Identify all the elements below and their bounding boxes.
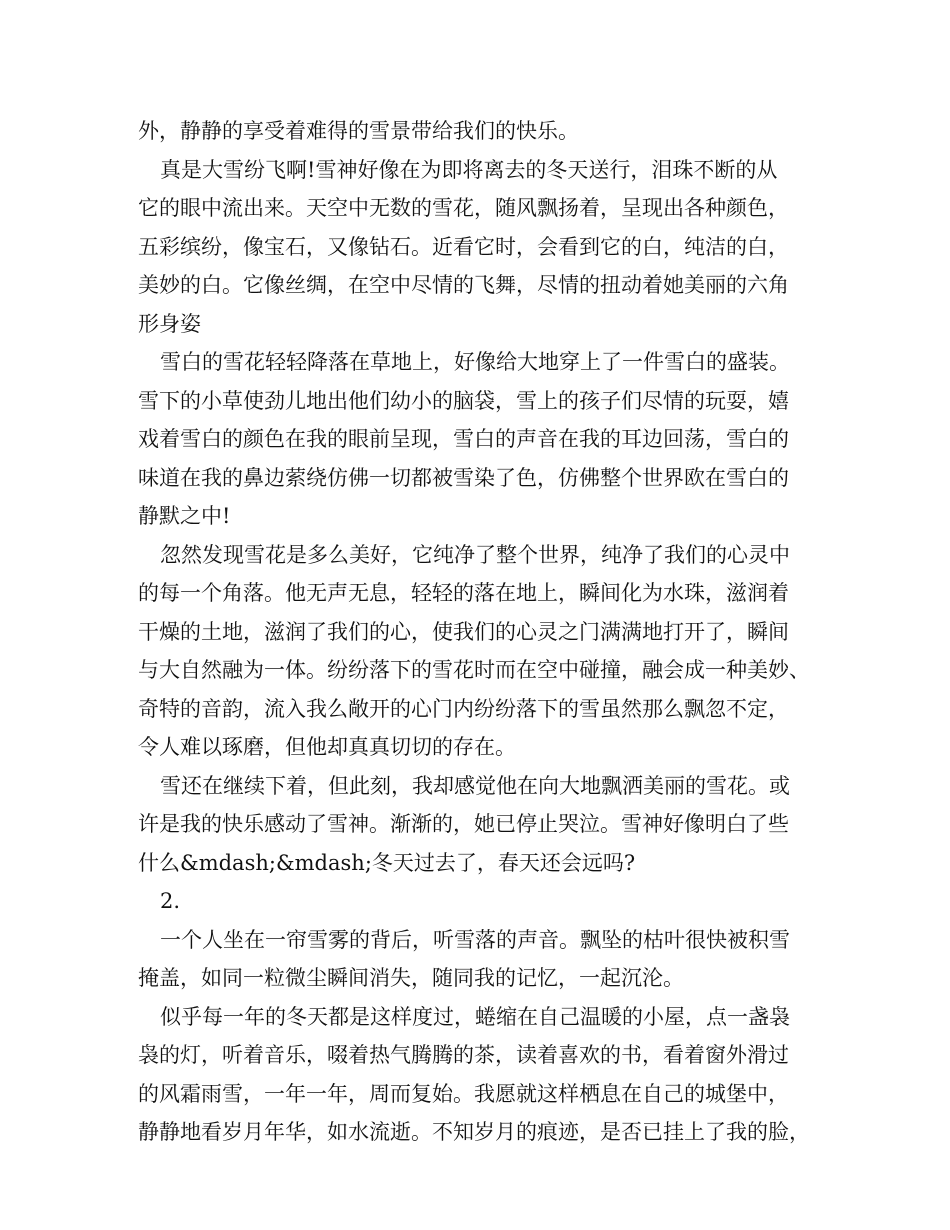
text-line: 戏着雪白的颜色在我的眼前呈现，雪白的声音在我的耳边回荡，雪白的 — [138, 427, 789, 451]
paragraph-start-line: 一个人坐在一帘雪雾的背后，听雪落的声音。飘坠的枯叶很快被积雪 — [160, 927, 790, 952]
text-line: 它的眼中流出来。天空中无数的雪花，随风飘扬着，呈现出各种颜色， — [138, 196, 789, 220]
section-number: 2. — [160, 889, 181, 913]
text-line: 美妙的白。它像丝绸，在空中尽情的飞舞，尽情的扭动着她美丽的六角 — [138, 273, 789, 297]
paragraph-start-line: 真是大雪纷飞啊!雪神好像在为即将离去的冬天送行，泪珠不断的从 — [160, 157, 778, 182]
text-line: 奇特的音韵，流入我么敞开的心门内纷纷落下的雪虽然那么飘忽不定， — [138, 696, 789, 721]
text-line: 与大自然融为一体。纷纷落下的雪花时而在空中碰撞，融会成一种美妙、 — [138, 658, 810, 682]
text-line: 令人难以琢磨，但他却真真切切的存在。 — [138, 735, 516, 759]
text-line: 许是我的快乐感动了雪神。渐渐的，她已停止哭泣。雪神好像明白了些 — [138, 812, 789, 836]
text-line: 形身姿 — [138, 311, 201, 336]
text-line: 味道在我的鼻边萦绕仿佛一切都被雪染了色，仿佛整个世界欧在雪白的 — [138, 465, 789, 490]
paragraph-start-line: 忽然发现雪花是多么美好，它纯净了整个世界，纯净了我们的心灵中 — [160, 542, 790, 567]
text-line: 的每一个角落。他无声无息，轻轻的落在地上，瞬间化为水珠，滋润着 — [138, 581, 789, 605]
paragraph-start-line: 似乎每一年的冬天都是这样度过，蜷缩在自己温暖的小屋，点一盏袅 — [160, 1004, 790, 1029]
text-line: 袅的灯，听着音乐，啜着热气腾腾的茶，读着喜欢的书，看着窗外滑过 — [138, 1043, 789, 1067]
text-line: 干燥的土地，滋润了我们的心，使我们的心灵之门满满地打开了，瞬间 — [138, 619, 789, 644]
text-line: 掩盖，如同一粒微尘瞬间消失，随同我的记忆，一起沉沦。 — [138, 966, 684, 990]
text-line: 外，静静的享受着难得的雪景带给我们的快乐。 — [138, 119, 579, 143]
text-line: 静默之中! — [138, 504, 231, 528]
paragraph-start-line: 雪还在继续下着，但此刻，我却感觉他在向大地飘洒美丽的雪花。或 — [160, 773, 790, 798]
text-line: 五彩缤纷，像宝石，又像钻石。近看它时，会看到它的白，纯洁的白， — [138, 234, 789, 259]
text-line: 静静地看岁月年华，如水流逝。不知岁月的痕迹，是否已挂上了我的脸， — [138, 1120, 810, 1144]
text-line: 雪下的小草使劲儿地出他们幼小的脑袋，雪上的孩子们尽情的玩耍，嬉 — [138, 388, 789, 413]
paragraph-start-line: 雪白的雪花轻轻降落在草地上，好像给大地穿上了一件雪白的盛装。 — [160, 350, 790, 374]
body-text — [138, 112, 828, 1152]
text-line: 什么&mdash;&mdash;冬天过去了，春天还会远吗? — [138, 850, 636, 875]
text-line: 的风霜雨雪，一年一年，周而复始。我愿就这样栖息在自己的城堡中， — [138, 1081, 789, 1106]
